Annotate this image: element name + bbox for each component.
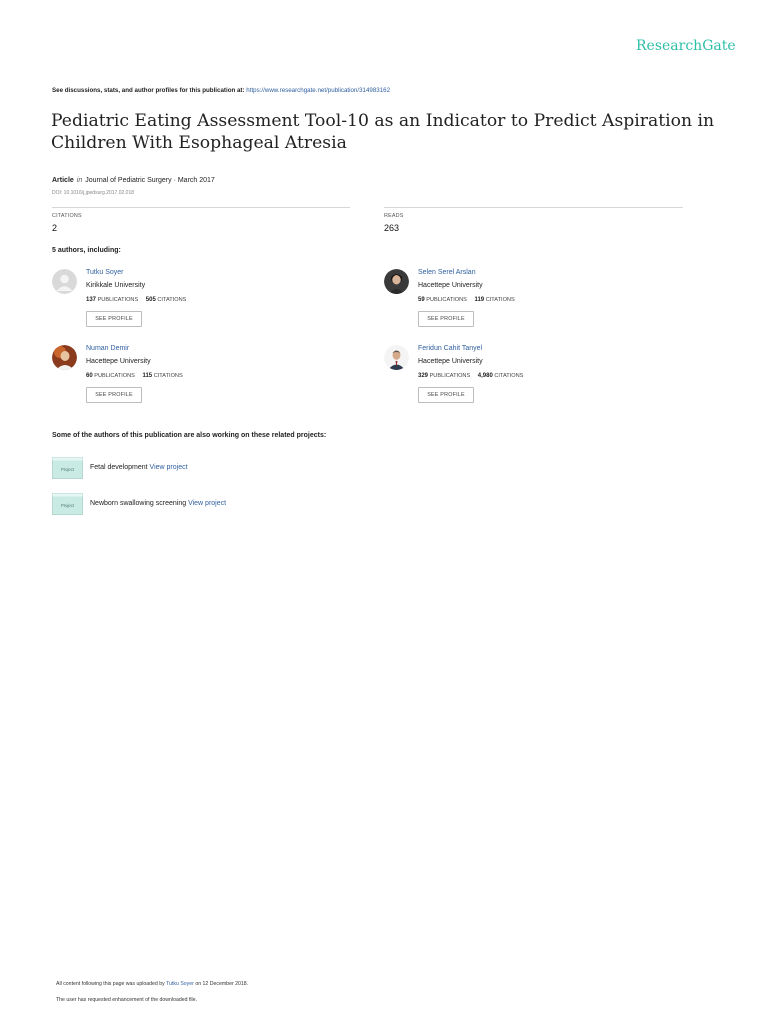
reads-value: 263	[384, 223, 400, 233]
project-newborn-swallowing-screening	[52, 493, 452, 517]
upload-notice	[56, 981, 248, 987]
publications-label: PUBLICATIONS	[426, 297, 467, 303]
author-institution: Kirikkale University	[86, 282, 146, 289]
view-project-link[interactable]: View project	[149, 464, 188, 471]
enhancement-notice: The user has requested enhancement of the downloaded file.	[56, 997, 198, 1003]
publications-count: 59	[418, 297, 425, 303]
author-photo[interactable]	[384, 345, 409, 370]
project-fetal-development	[52, 457, 452, 481]
view-project-link[interactable]: View project	[188, 500, 227, 507]
author-stats	[86, 297, 186, 303]
publications-count: 60	[86, 373, 93, 379]
citations-label: CITATIONS	[485, 297, 515, 303]
see-profile-button[interactable]: SEE PROFILE	[418, 311, 474, 327]
citations-label: CITATIONS	[52, 213, 82, 219]
citations-value: 2	[52, 223, 58, 233]
citations-count: 4,980	[477, 373, 493, 379]
publication-meta	[52, 177, 215, 184]
title-line-1: Pediatric Eating Assessment Tool-10 as an Indicator to Predict Aspiration in	[51, 111, 715, 131]
project-name: Fetal development	[90, 464, 148, 471]
see-profile-button[interactable]: SEE PROFILE	[86, 387, 142, 403]
doi: DOI: 10.1016/j.jpedsurg.2017.02.018	[52, 190, 135, 196]
publication-link[interactable]: https://www.researchgate.net/publication/314983162	[246, 87, 391, 94]
author-stats	[86, 373, 183, 379]
author-card-feridun-cahit-tanyel	[384, 345, 684, 415]
journal-info: Journal of Pediatric Surgery · March 2017	[85, 177, 215, 184]
author-name[interactable]: Selen Serel Arslan	[418, 269, 476, 276]
project-icon-label: Project	[60, 467, 75, 472]
author-name[interactable]: Numan Demir	[86, 345, 130, 352]
see-profile-button[interactable]: SEE PROFILE	[418, 387, 474, 403]
author-card-selen-serel-arslan	[384, 269, 684, 339]
authors-heading: 5 authors, including:	[52, 247, 121, 254]
citations-count: 505	[145, 297, 156, 303]
upload-suffix: on 12 December 2018.	[195, 981, 249, 987]
author-institution: Hacettepe University	[418, 358, 483, 365]
project-name: Newborn swallowing screening	[90, 500, 187, 507]
project-text	[90, 464, 188, 471]
avatar-placeholder-icon[interactable]	[52, 269, 77, 294]
title-line-2: Children With Esophageal Atresia	[51, 133, 347, 153]
author-card-numan-demir	[52, 345, 352, 415]
see-profile-button[interactable]: SEE PROFILE	[86, 311, 142, 327]
citations-label: CITATIONS	[494, 373, 524, 379]
author-photo[interactable]	[52, 345, 77, 370]
article-type: Article	[52, 177, 74, 184]
author-name[interactable]: Feridun Cahit Tanyel	[418, 345, 483, 352]
reads-label: READS	[384, 213, 404, 219]
author-card-tutku-soyer	[52, 269, 352, 339]
citations-divider	[52, 207, 350, 208]
author-stats	[418, 373, 523, 379]
publications-label: PUBLICATIONS	[97, 297, 139, 303]
discussions-line	[52, 87, 390, 94]
publications-label: PUBLICATIONS	[429, 373, 471, 379]
discussions-text: See discussions, stats, and author profiles for this publication at:	[52, 87, 245, 94]
citations-count: 115	[142, 373, 153, 379]
publications-label: PUBLICATIONS	[94, 373, 135, 379]
upload-prefix: All content following this page was uploaded by	[56, 981, 165, 987]
publications-count: 329	[418, 373, 429, 379]
citations-count: 119	[474, 297, 485, 303]
project-folder-icon	[52, 457, 83, 479]
project-icon-label: Project	[60, 503, 75, 508]
related-projects-heading: Some of the authors of this publication are also working on these related projects:	[52, 432, 327, 439]
project-folder-icon	[52, 493, 83, 515]
project-text	[90, 500, 226, 507]
author-photo[interactable]	[384, 269, 409, 294]
uploader-link[interactable]: Tutku Soyer	[166, 981, 194, 987]
author-stats	[418, 297, 515, 303]
publications-count: 137	[86, 297, 97, 303]
author-name[interactable]: Tutku Soyer	[86, 269, 124, 276]
publication-title	[51, 110, 731, 154]
researchgate-logo: ResearchGate	[636, 38, 736, 54]
author-institution: Hacettepe University	[418, 282, 483, 289]
citations-label: CITATIONS	[157, 297, 187, 303]
meta-in: in	[76, 177, 83, 184]
reads-divider	[384, 207, 683, 208]
citations-label: CITATIONS	[153, 373, 183, 379]
author-institution: Hacettepe University	[86, 358, 151, 365]
